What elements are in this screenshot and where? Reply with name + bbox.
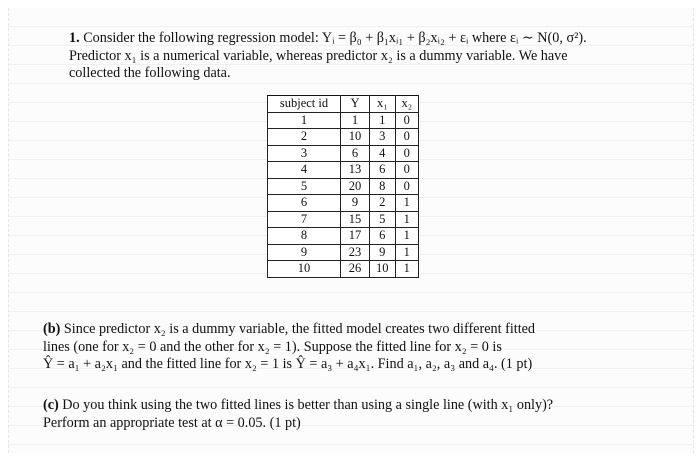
header-x1: x₁ (370, 96, 396, 113)
cell-y: 23 (341, 244, 370, 261)
header-subject-id: subject id (268, 96, 341, 113)
question-number: 1. (69, 30, 80, 46)
table-row (268, 244, 419, 261)
cell-y: 26 (341, 261, 370, 278)
header-x2: x₂ (395, 96, 419, 113)
cell-x2: 0 (395, 129, 419, 146)
part-c-text-2: Perform an appropriate test at α = 0.05. (1 pt) (43, 414, 301, 431)
cell-subject-id: 9 (268, 244, 341, 261)
part-c-text-1: Do you think using the two fitted lines is better than using a single line (with x₁ only)? (62, 397, 554, 413)
cell-x2: 1 (395, 244, 419, 261)
cell-y: 15 (341, 211, 370, 228)
question-1-text-1: Consider the following regression model: Yᵢ = β₀ + β₁xᵢ₁ + β₂xᵢ₂ + εᵢ where εᵢ ∼ N(0, σ²). (83, 30, 587, 46)
cell-y: 17 (341, 228, 370, 245)
question-1-line-1 (69, 30, 669, 48)
cell-x2: 1 (395, 228, 419, 245)
cell-x1: 1 (370, 112, 396, 129)
cell-y: 20 (341, 178, 370, 195)
table-row (268, 228, 419, 245)
part-c (43, 397, 683, 432)
header-y: Y (341, 96, 370, 113)
cell-subject-id: 1 (268, 112, 341, 129)
cell-x2: 0 (395, 178, 419, 195)
part-b-label: (b) (43, 321, 61, 337)
cell-x1: 5 (370, 211, 396, 228)
cell-subject-id: 7 (268, 211, 341, 228)
cell-x2: 0 (395, 145, 419, 162)
part-c-line-1 (43, 397, 683, 415)
cell-subject-id: 5 (268, 178, 341, 195)
table-row (268, 195, 419, 212)
table-row (268, 145, 419, 162)
cell-subject-id: 3 (268, 145, 341, 162)
cell-x2: 1 (395, 261, 419, 278)
cell-x1: 6 (370, 162, 396, 179)
cell-x2: 0 (395, 162, 419, 179)
cell-x1: 10 (370, 261, 396, 278)
cell-x1: 2 (370, 195, 396, 212)
cell-x1: 3 (370, 129, 396, 146)
table-row (268, 112, 419, 129)
cell-x1: 8 (370, 178, 396, 195)
data-table (267, 95, 419, 278)
table-row (268, 211, 419, 228)
cell-x2: 0 (395, 112, 419, 129)
table-row (268, 162, 419, 179)
cell-y: 10 (341, 129, 370, 146)
cell-y: 13 (341, 162, 370, 179)
cell-x1: 4 (370, 145, 396, 162)
table-row (268, 178, 419, 195)
part-b-text-2: lines (one for x₂ = 0 and the other for x₂ = 1). Suppose the fitted line for x₂ = 0 is (43, 338, 502, 355)
cell-y: 1 (341, 112, 370, 129)
part-b (43, 321, 683, 374)
table-header-row (268, 96, 419, 113)
cell-y: 9 (341, 195, 370, 212)
question-1-text-2: Predictor x₁ is a numerical variable, whereas predictor x₂ is a dummy variable. We have (69, 47, 568, 64)
question-1 (69, 30, 669, 83)
cell-subject-id: 2 (268, 129, 341, 146)
part-b-line-1 (43, 321, 683, 339)
cell-x2: 1 (395, 211, 419, 228)
part-b-text-1: Since predictor x₂ is a dummy variable, the fitted model creates two different fitted (63, 321, 536, 337)
cell-x1: 9 (370, 244, 396, 261)
cell-x1: 6 (370, 228, 396, 245)
cell-subject-id: 4 (268, 162, 341, 179)
part-b-text-3: Ŷ = a₁ + a₂x₁ and the fitted line for x₂ = 1 is Ŷ = a₃ + a₄x₁. Find a₁, a₂, a₃ and a₄. (1 pt) (43, 356, 533, 372)
table-row (268, 129, 419, 146)
table-row (268, 261, 419, 278)
cell-subject-id: 10 (268, 261, 341, 278)
cell-y: 6 (341, 145, 370, 162)
cell-subject-id: 6 (268, 195, 341, 212)
cell-subject-id: 8 (268, 228, 341, 245)
cell-x2: 1 (395, 195, 419, 212)
part-c-label: (c) (43, 397, 59, 413)
question-1-text-3: collected the following data. (69, 65, 231, 81)
document-page (8, 8, 694, 453)
